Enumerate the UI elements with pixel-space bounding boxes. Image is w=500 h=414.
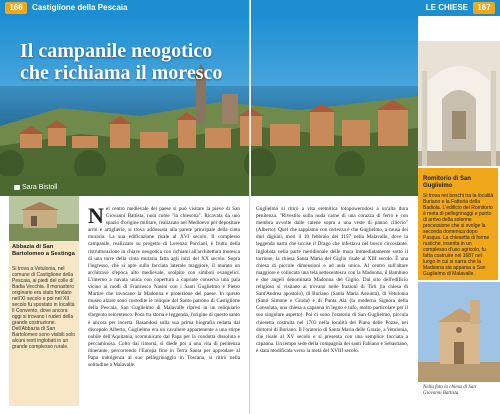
article-column-2: Guglielmo si ritirò a vita eremitica totopowerndosi a un'alta dura penitenza. "Rivestito sulla nuda carne di una corazza di ferro e con membra avvolte dalle catene sopra a una veste di panno ciliccio" (Alberto). Quel che sappiamo con certezza è che Guglielmo, a causa dei duri digiuni, morì il 10 febbraio del 1157 nella Malavalle, dove la leggenda narra che uccise il Drago che infestava nel bosco circostante. Inglobata nella parte meridionale delle mura immediatamente sotto il torrione, la chiesa Santa Maria del Giglio risale al XIII secolo. È una chiesa di piccole dimensioni e ad aula unica. Al centro sull'altare maggiore è collocata una tela settecentesca con la Madonna, il Bambino e due angeli denominata Madonna del Giglio. Dal sito dell'edificio religioso si visitano ai trovano nelle frazioni di Tirli (la chiesa di Sant'Andrea apostolo), di Buriano (Santa Maria Assunta), di Vetulonia (Santi Simone e Giuda) e di Punta Ala (la moderna Signora della Consolata, una chiesa a capanna in legno e tufo, molto particolare per il suo singolare aspetto). Poi ci sono l'oratorio di San Guglielmo, piccola chiesetta costruita nel 1703 nella località del Piano delle Pozze, nei dintorni di Buriano. Il l'oratorio di Santa Maria delle Grazie, a Vetulonia, che risale al XV secolo e si presenta con una semplice facciata a capanna. Un tempo sede della compagnia dei santi Fabiano e Sebastiano, è stata modificata verso la metà del XVIII secolo. [256,206,408,354]
page-number-left: 166 [5,2,27,14]
section-title-right: LE CHIESE [425,3,468,12]
article-column-1-text: el centro medievale del paese si può visitare la pieve di San Giovanni Battista, nota come "la chiesona". Ricavata da uno spazio d'origine militare, realizzato nel Medioevo per depositare armi e artiglierie, si trova addossata alla parete principale della cinta muraria. La sua edificazione risale al XVI secolo. Il complesso campanile, realizzato su progetto di Lorenzo Porciani, è frutto della ristrutturazione in chiave neogotica con richiami all'architettura moresca di una torre della cinta muraria fatta agli inizi del XX secolo. Sopra l'ingresso, che si apre sulla facciata laterale maggiore, il murato un architrave d'epoca alto medievale, scolpito con simboli evangelici. L'interno a navata unica con copertura a capriate conserva una pala vicino ai modi di Francesco Nasini con i Santi Guglielmo e Pietro Martire che invocano la Madonna e protezione del paese. In questo museo alzare sono custodite le reliquie del Santo patrono di Castiglione della Pescaia, San Guglielmo di Malavalle ripresi in un reliquiario d'argento seicentesco. Poca tra storia e leggenda, l'origine di questo santo è ancora per incerta. Basandosi sulla sua prima biografia redatta dal discepolo Alberto, Guglielmo era un cavaliere appartenente a una stirpe nobile dell'Aquitania, scomunicato dal Papa per la condotta dissoluta e peccaminosa. Colto dai rimorsi, si diede poi a una vita di penitenza itinerante, percorrendo l'Europa fino in Terra Santa per approdare al Papa indulgenza al suo pellegrinaggio in Toscana, si ritirò nella solitudine a Malavalle. [88,206,240,369]
drop-cap: N [88,203,104,228]
article-headline [20,40,320,84]
church-interior-photo [418,41,500,166]
right-header-bar [250,0,500,16]
article-column-1 [88,203,240,369]
hermitage-title: Romitorio di San Guglielmo [423,176,471,189]
abbey-sidebar-text: Si trova a Vetulonia, nel comune di Castiglione della Pescaia, ai piedi del colle di Badia Vecchia. Il monastero originario era stato fondato nell'XI secolo e poi nel XII secolo fu spostato in località Il Convento, dove ancora oggi si trovano i ruderi della grande costruzione. Dell'Abbazia di San Bartolomeo sono visibili solo alcuni resti inglobati in un grande complesso rurale. [12,266,76,350]
abbey-sidebar-title: Abbazia di San Bartolomeo a Sestinga [12,244,75,257]
photo-caption: Nella foto la chiesa di San Giovanni Battista [423,385,476,396]
page-number-right: 167 [473,2,495,14]
photo-credit-text: Sara Bistoll [22,184,58,191]
hermitage-text: Si trova nei boschi tra la località Buriano e la Fattoria della Badiola. L'edificio del Romitorio è meta di pellegrinaggi e punto di arrivo della solenne processione che si svolge la seconda domenica dopo Pasqua. La chiesetta di forme rustiche, inserita in un complesso d'uso agricolo, fu fatta costruire nel 1687 nel luogo in cui si narra che la Madonna sia apparsa a San Guglielmo di Malavalle. [423,193,494,277]
church-interior-image [418,41,500,166]
headline-line-1: Il campanile neogotico [20,40,213,62]
abbey-photo [9,196,79,241]
photo-credit [14,184,57,191]
church-exterior-image [418,282,500,382]
church-exterior-photo [418,282,500,382]
headline-line-2: che richiama il moresco [20,62,223,84]
left-header-bar [0,0,250,16]
page-gutter [249,0,251,414]
abbey-image [9,196,79,241]
camera-icon [14,185,20,190]
section-title-left: Castiglione della Pescaia [32,3,128,12]
